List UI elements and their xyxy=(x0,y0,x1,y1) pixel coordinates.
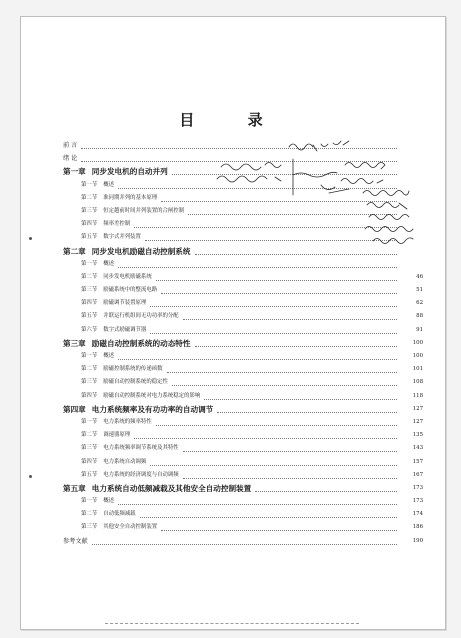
toc-page-number: 157 xyxy=(412,458,423,465)
toc-entry-number: 第二节 xyxy=(81,432,98,439)
toc-entry-title: 数字式励磁调节器 xyxy=(103,326,147,333)
toc-page-number: 100 xyxy=(412,353,423,359)
toc-page-number: 88 xyxy=(416,313,423,320)
toc-page-number: 46 xyxy=(416,273,423,280)
toc-page-number: 100 xyxy=(412,339,423,346)
toc-entry-title: 恒定越前时间并列装置的合闸控制 xyxy=(103,207,185,214)
toc-entry-title: 同步发电机励磁系统 xyxy=(103,273,152,280)
toc-page-number: 173 xyxy=(412,484,423,491)
toc-entry-title: 其他安全自动控制装置 xyxy=(103,524,158,531)
toc-entry-number: 第二节 xyxy=(81,366,98,373)
toc-page-number: 135 xyxy=(412,432,423,439)
toc-entry-title: 概述 xyxy=(103,353,114,359)
toc-entry-title: 自动低频减载 xyxy=(103,511,136,518)
toc-entry-number: 第四节 xyxy=(81,458,98,465)
toc-entry-title: 励磁自动控制系统的稳定性 xyxy=(103,379,168,386)
toc-entry-number: 第一节 xyxy=(81,353,98,359)
toc-entry-number: 第五节 xyxy=(81,471,98,478)
margin-mark xyxy=(29,475,32,478)
toc-entry-title: 励磁调节装置原理 xyxy=(103,300,147,307)
toc-entry-title: 数字式并列装置 xyxy=(103,234,141,241)
toc-entry-number: 第五节 xyxy=(81,313,98,320)
toc-entry-number: 第二节 xyxy=(81,511,98,518)
toc-page-number: 127 xyxy=(412,418,423,425)
toc-page-number: 186 xyxy=(412,524,423,531)
toc-entry-title: 励磁系统中的整流电路 xyxy=(103,287,158,294)
toc-entry-title: 电力系统的经济调度与自动调频 xyxy=(103,471,179,478)
toc-entry-title: 励磁自动控制系统的动态特性 xyxy=(91,338,191,348)
toc-entry-title: 概述 xyxy=(103,260,114,267)
toc-entry-number: 第三节 xyxy=(81,287,98,294)
toc-entry-number: 第一节 xyxy=(81,181,98,188)
toc-entry-number: 第三节 xyxy=(81,207,98,214)
toc-entry-number: 第五节 xyxy=(81,234,98,241)
toc-page-number: 101 xyxy=(412,366,423,373)
toc-entry-number: 第三节 xyxy=(81,445,98,452)
toc-entry-number: 第二章 xyxy=(63,246,86,256)
toc-entry-number: 第一节 xyxy=(81,260,98,267)
toc-entry-title: 电力系统频率调节系统及其特性 xyxy=(103,445,179,452)
document-page xyxy=(20,16,446,630)
toc-entry-title: 励磁控制系统的传递函数 xyxy=(103,366,163,373)
toc-entry-title: 调速器原理 xyxy=(103,432,131,439)
toc-page-number: 62 xyxy=(416,300,423,307)
toc-entry-number: 第一章 xyxy=(63,167,86,177)
toc-entry-title: 同步发电机的自动并列 xyxy=(91,167,168,177)
toc-entry-title: 电力系统自动调频 xyxy=(103,458,147,465)
toc-page-number: 167 xyxy=(412,471,423,478)
toc-entry-title: 并联运行机组间无功功率的分配 xyxy=(103,313,179,320)
toc-entry-number: 第三节 xyxy=(81,379,98,386)
toc-entry-title: 参考文献 xyxy=(63,537,88,545)
toc-entry-number: 第五章 xyxy=(63,483,86,493)
toc-entry-number: 第四节 xyxy=(81,221,98,228)
toc-entry-title: 电力系统的频率特性 xyxy=(103,418,152,425)
toc-entry-title: 频率差控制 xyxy=(103,221,131,228)
toc-entry-number: 第二节 xyxy=(81,273,98,280)
toc-entry-number: 第三章 xyxy=(63,338,86,348)
toc-entry-number: 第三节 xyxy=(81,524,98,531)
toc-entry-title: 前 言 xyxy=(63,142,78,149)
toc-page-number: 174 xyxy=(412,511,423,518)
toc-entry-title: 绪 论 xyxy=(63,155,78,163)
toc-page-number: 173 xyxy=(412,498,423,505)
toc-entry-title: 概述 xyxy=(103,181,114,188)
toc-entry-number: 第一节 xyxy=(81,418,98,425)
toc-entry-title: 电力系统频率及有功功率的自动调节 xyxy=(91,404,214,414)
toc-entry-number: 第一节 xyxy=(81,498,98,505)
toc-page-number: 143 xyxy=(412,445,423,452)
toc-entry-number: 第六节 xyxy=(81,326,98,333)
toc-page-number: 118 xyxy=(412,392,423,399)
toc-page-number: 127 xyxy=(412,405,423,412)
toc-entry-number: 第四节 xyxy=(81,300,98,307)
toc-entry-number: 第四节 xyxy=(81,392,98,399)
handwritten-annotations xyxy=(21,17,445,629)
toc-entry-title: 准同期并列的基本原理 xyxy=(103,194,158,201)
toc-entry-number: 第二节 xyxy=(81,194,98,201)
page-title: 目 录 xyxy=(179,111,287,129)
toc-entry-title: 概述 xyxy=(103,498,114,505)
toc-page-number: 108 xyxy=(412,379,423,386)
toc-entry-title: 励磁自动控制系统对电力系统稳定的影响 xyxy=(103,392,201,399)
margin-mark xyxy=(29,237,32,240)
toc-entry-number: 第四章 xyxy=(63,404,86,414)
toc-page-number: 190 xyxy=(412,537,423,544)
toc-page-number: 51 xyxy=(416,287,423,294)
toc-entry-title: 同步发电机励磁自动控制系统 xyxy=(91,246,191,256)
footer-rule xyxy=(105,623,359,624)
toc-page-number: 91 xyxy=(416,326,423,333)
toc-entry-title: 电力系统自动低频减载及其他安全自动控制装置 xyxy=(91,483,252,493)
